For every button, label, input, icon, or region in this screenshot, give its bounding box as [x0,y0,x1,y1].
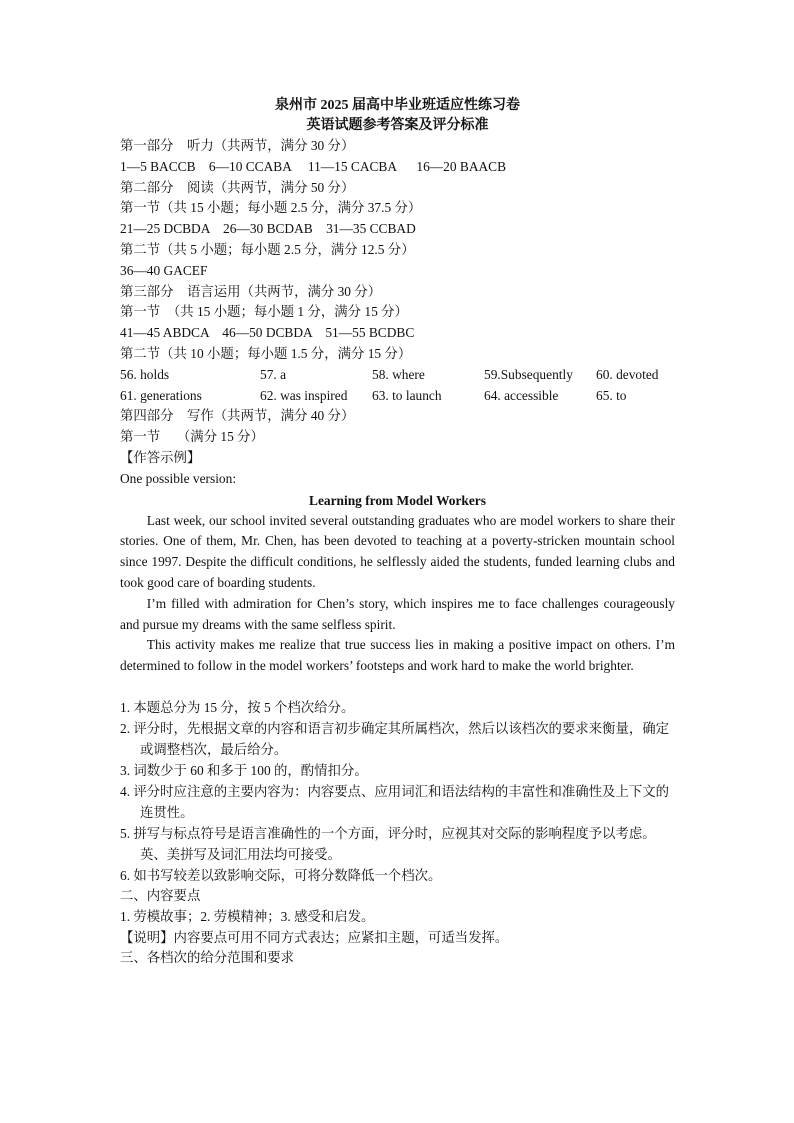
fill-answer: 58. where [372,366,425,382]
fill-answers-row-1 [120,365,675,386]
spacer [120,677,675,697]
essay-paragraph: This activity makes me realize that true success lies in making a positive impact on others. I’m determined to follow in the model workers’ footsteps and work hard to make the world brighter. [120,637,675,674]
fill-answer: 59.Subsequently [484,366,573,382]
part3-section1-answers: 41—45 ABDCA 46—50 DCBDA 51—55 BCDBC [120,325,415,341]
fill-answer: 63. to launch [372,387,442,403]
part4-heading: 第四部分 写作（共两节，满分 40 分） [120,408,355,424]
essay-paragraph: Last week, our school invited several outstanding graduates who are model workers to share their stories. One of them, Mr. Chen, has been devoted to teaching at a poverty-stricken mountain school since 1997. Despite the difficult conditions, he selflessly aided the students, funded learning clubs and took good care of boarding students. [120,512,675,590]
part2-section2-answers: 36—40 GACEF [120,262,208,278]
fill-answer: 64. accessible [484,387,559,403]
part1-heading: 第一部分 听力（共两节，满分 30 分） [120,138,355,153]
part3-heading: 第三部分 语言运用（共两节，满分 30 分） [120,283,382,299]
fill-answer: 60. devoted [596,366,659,382]
criteria-item: 6. 如书写较差以致影响交际，可将分数降低一个档次。 [120,867,442,883]
part3-section2-heading: 第二节（共 10 小题；每小题 1.5 分，满分 15 分） [120,345,412,361]
section2-heading: 二、内容要点 [120,887,201,903]
criteria-item: 4. 评分时应注意的主要内容为：内容要点、应用词汇和语法结构的丰富性和准确性及上下文的连贯性。 [120,783,670,820]
sample-intro: One possible version: [120,470,237,486]
fill-answer: 65. to [596,387,627,403]
document-subtitle: 英语试题参考答案及评分标准 [306,118,489,133]
document-title: 泉州市 2025 届高中毕业班适应性练习卷 [275,98,520,113]
part3-section1-heading: 第一节 （共 15 小题；每小题 1 分，满分 15 分） [120,304,408,320]
criteria-item: 5. 拼写与标点符号是语言准确性的一个方面，评分时，应视其对交际的影响程度予以考虑。英、美拼写及词汇用法均可接受。 [120,825,656,862]
section2-points: 1. 劳模故事；2. 劳模精神；3. 感受和启发。 [120,908,375,924]
part1-answers: 1—5 BACCB 6—10 CCABA 11—15 CACBA 16—20 BAACB [120,158,507,174]
sample-label: 【作答示例】 [120,449,201,465]
part2-section1-heading: 第一节（共 15 小题；每小题 2.5 分，满分 37.5 分） [120,200,422,216]
criteria-item: 3. 词数少于 60 和多于 100 的，酌情扣分。 [120,762,368,778]
fill-answer: 57. a [260,366,287,382]
criteria-item: 2. 评分时，先根据文章的内容和语言初步确定其所属档次，然后以该档次的要求来衡量，确定或调整档次，最后给分。 [120,720,670,757]
section3-heading: 三、各档次的给分范围和要求 [120,950,295,966]
essay-paragraph: I’m filled with admiration for Chen’s story, which inspires me to face challenges courageously and pursue my dreams with the same selfless spirit. [120,595,675,632]
fill-answer: 56. holds [120,366,170,382]
essay-title: Learning from Model Workers [309,492,486,508]
part4-section1-heading: 第一节 （满分 15 分） [120,429,264,445]
part2-section1-answers: 21—25 DCBDA 26—30 BCDAB 31—35 CCBAD [120,221,416,237]
answer-key-page [120,96,675,969]
fill-answer: 61. generations [120,387,202,403]
part2-section2-heading: 第二节（共 5 小题；每小题 2.5 分，满分 12.5 分） [120,241,415,257]
criteria-item: 1. 本题总分为 15 分，按 5 个档次给分。 [120,699,355,715]
fill-answers-row-2 [120,386,675,407]
fill-answer: 62. was inspired [260,387,348,403]
part2-heading: 第二部分 阅读（共两节，满分 50 分） [120,179,355,195]
section2-note: 【说明】内容要点可用不同方式表达；应紧扣主题，可适当发挥。 [120,929,509,945]
